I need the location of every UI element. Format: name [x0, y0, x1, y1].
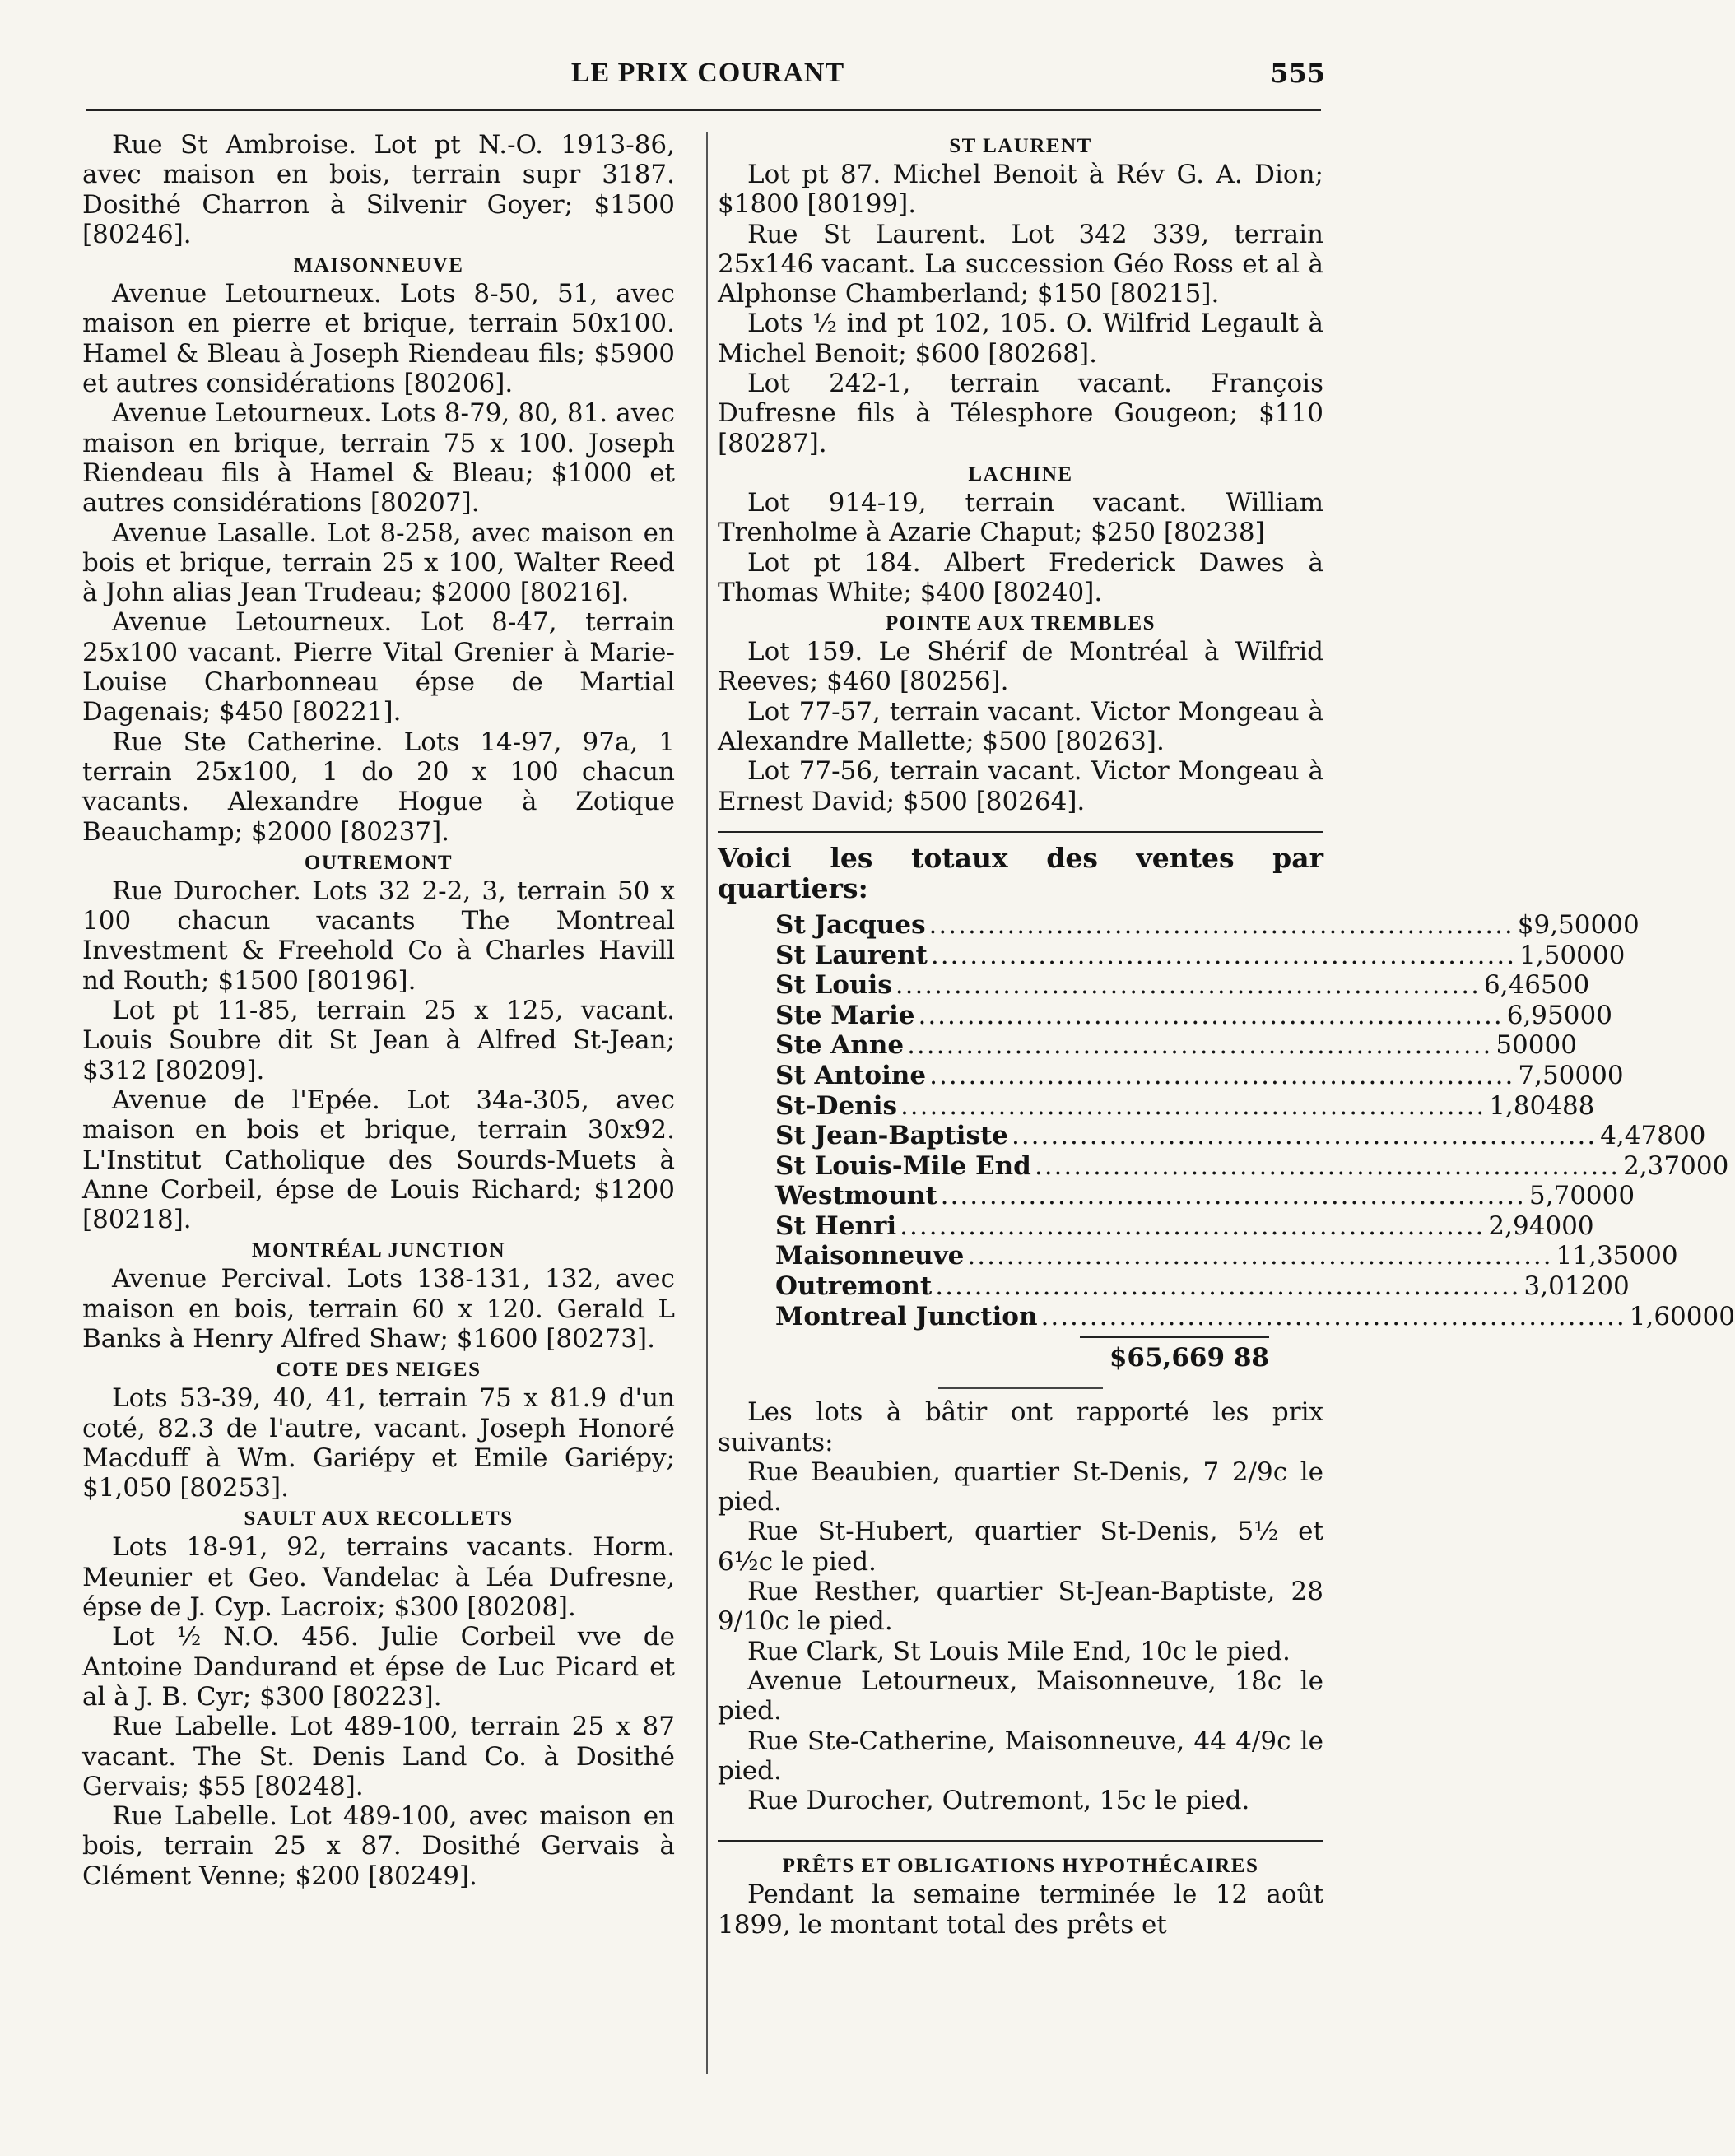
quartier-amount: 1,500 — [1519, 940, 1593, 970]
section-title-maisonneuve: MAISONNEUVE — [293, 254, 464, 277]
entry: Lot ½ N.O. 456. Julie Corbeil vve de Antoine Dandurand et épse de Luc Picard et al à J. B. Cyr; $300 [80223]. — [82, 1622, 675, 1712]
entry: Rue Resther, quartier St-Jean-Baptiste, 28 9/10c le pied. — [718, 1577, 1323, 1637]
section-rule — [718, 831, 1323, 833]
quartier-name: St-Denis — [775, 1090, 897, 1121]
quartier-name: St Louis — [775, 970, 892, 1001]
leader-dots: ............................................................ — [1034, 1150, 1621, 1181]
section-title-prets: PRÊTS ET OBLIGATIONS HYPOTHÉCAIRES — [782, 1855, 1259, 1878]
entry: Pendant la semaine terminée le 12 août 1899, le montant total des prêts et — [718, 1880, 1323, 1940]
right-column — [718, 130, 1735, 1940]
section-title-cote-des-neiges: COTE DES NEIGES — [276, 1359, 481, 1382]
quartier-cents: 00 — [1607, 909, 1640, 940]
quartier-cents: 00 — [1645, 1241, 1678, 1271]
section-title-st-laurent: ST LAURENT — [949, 135, 1092, 157]
section-rule — [718, 1840, 1323, 1842]
quartier-name: St Laurent — [775, 940, 928, 970]
leader-dots: ............................................................ — [940, 1181, 1526, 1211]
entry: Avenue de l'Epée. Lot 34a-305, avec maison en bois et brique, terrain 30x92. L'Institut Catholique des Sourds-Muets à Anne Corbeil, épse de Louis Richard; $1200 [80218]. — [82, 1085, 675, 1235]
quartier-cents: 00 — [1556, 970, 1590, 1001]
quartier-name: Westmount — [775, 1181, 937, 1211]
entry: Rue St-Hubert, quartier St-Denis, 5½ et 6½c le pied. — [718, 1517, 1323, 1577]
totals-row — [775, 970, 1590, 1001]
quartier-amount: 1,600 — [1629, 1301, 1703, 1331]
grand-total: $65,669 88 — [1080, 1336, 1269, 1373]
quartier-name: Outremont — [775, 1271, 933, 1302]
quartier-name: Ste Marie — [775, 1000, 915, 1030]
totals-intro: Voici les totaux des ventes par quartiers: — [718, 841, 1323, 904]
entry: Lot 242-1, terrain vacant. François Dufresne fils à Télesphore Gougeon; $110 [80287]. — [718, 369, 1323, 458]
entry: Rue Ste Catherine. Lots 14-97, 97a, 1 terrain 25x100, 1 do 20 x 100 chacun vacants. Alexandre Hogue à Zotique Beauchamp; $2000 [80237]. — [82, 727, 675, 847]
entry: Avenue Percival. Lots 138-131, 132, avec maison en bois, terrain 60 x 120. Gerald L Banks à Henry Alfred Shaw; $1600 [80273]. — [82, 1264, 675, 1354]
totals-row — [775, 1121, 1706, 1151]
quartier-name: Montreal Junction — [775, 1301, 1038, 1331]
quartier-name: Maisonneuve — [775, 1241, 965, 1271]
quartier-name: Ste Anne — [775, 1030, 905, 1061]
page-number: 555 — [1270, 58, 1325, 89]
entry: Avenue Lasalle. Lot 8-258, avec maison en bois et brique, terrain 25 x 100, Walter Reed à John alias Jean Trudeau; $2000 [80216]. — [82, 518, 675, 608]
totals-row — [775, 1150, 1729, 1182]
totals-row — [775, 1030, 1577, 1061]
totals-row — [775, 940, 1626, 971]
quartier-cents: 00 — [1672, 1121, 1706, 1151]
entry: Rue Durocher, Outremont, 15c le pied. — [747, 1786, 1250, 1816]
quartier-amount: 7,500 — [1518, 1060, 1592, 1090]
totals-row — [775, 1060, 1624, 1091]
section-title-pointe-aux-trembles: POINTE AUX TREMBLES — [885, 612, 1156, 635]
entry: Rue Durocher. Lots 32 2-2, 3, terrain 50 x 100 chacun vacants The Montreal Investment & Freehold Co à Charles Havill nd Routh; $1500 [80196]. — [82, 876, 675, 996]
leader-dots: ............................................................ — [900, 1090, 1486, 1121]
leader-dots: ............................................................ — [907, 1030, 1493, 1061]
totals-row — [775, 1181, 1635, 1211]
quartier-amount: 4,478 — [1600, 1121, 1673, 1151]
quartier-name: St Louis-Mile End — [775, 1150, 1031, 1181]
entry: Rue Labelle. Lot 489-100, terrain 25 x 87 vacant. The St. Denis Land Co. à Dosithé Gervais; $55 [80248]. — [82, 1712, 675, 1801]
totals-table — [718, 909, 1735, 1331]
entry: Lot 77-56, terrain vacant. Victor Mongeau à Ernest David; $500 [80264]. — [718, 756, 1323, 816]
leader-dots: ............................................................ — [928, 909, 1514, 940]
column-divider — [706, 132, 708, 2074]
entry: Rue Beaubien, quartier St-Denis, 7 2/9c le pied. — [718, 1457, 1323, 1517]
totals-row — [775, 909, 1640, 941]
quartier-name: St Antoine — [775, 1060, 927, 1090]
leader-dots: ............................................................ — [935, 1271, 1521, 1302]
section-rule — [938, 1387, 1103, 1389]
leader-dots: ............................................................ — [967, 1241, 1553, 1271]
entry: Rue Labelle. Lot 489-100, avec maison en bois, terrain 25 x 87. Dosithé Gervais à Clément Venne; $200 [80249]. — [82, 1801, 675, 1891]
entry: Avenue Letourneux. Lots 8-50, 51, avec maison en pierre et brique, terrain 50x100. Hamel & Bleau à Joseph Riendeau fils; $5900 et autres considérations [80206]. — [82, 279, 675, 399]
quartier-cents: 00 — [1702, 1301, 1735, 1331]
page-header — [91, 58, 1325, 99]
quartier-cents: 00 — [1579, 1000, 1612, 1030]
quartier-amount: 3,012 — [1523, 1271, 1598, 1302]
entry: Lot 914-19, terrain vacant. William Trenholme à Azarie Chaput; $250 [80238] — [718, 487, 1323, 548]
section-title-montreal-junction: MONTRÉAL JUNCTION — [251, 1239, 506, 1262]
quartier-amount: 500 — [1495, 1030, 1545, 1061]
entry: Lot pt 87. Michel Benoit à Rév G. A. Dion; $1800 [80199]. — [718, 160, 1323, 220]
leader-dots: ............................................................ — [930, 940, 1517, 970]
entry: Lot pt 184. Albert Frederick Dawes à Thomas White; $400 [80240]. — [718, 547, 1323, 607]
entry: Avenue Letourneux. Lots 8-79, 80, 81. avec maison en brique, terrain 75 x 100. Joseph Riendeau fils à Hamel & Bleau; $1000 et autres considérations [80207]. — [82, 398, 675, 518]
totals-row — [775, 1090, 1595, 1122]
leader-dots: ............................................................ — [895, 970, 1481, 1001]
quartier-cents: 00 — [1561, 1210, 1594, 1241]
totals-row — [775, 1271, 1630, 1302]
quartier-amount: 11,350 — [1556, 1241, 1646, 1271]
entry: Lot 77-57, terrain vacant. Victor Mongeau à Alexandre Mallette; $500 [80263]. — [718, 696, 1323, 757]
entry: Lots 53-39, 40, 41, terrain 75 x 81.9 d'un coté, 82.3 de l'autre, vacant. Joseph Honoré Macduff à Wm. Gariépy et Emile Gariépy; $1,050 [80253]. — [82, 1383, 675, 1503]
entry: Lots 18-91, 92, terrains vacants. Horm. Meunier et Geo. Vandelac à Léa Dufresne, épse de J. Cyp. Lacroix; $300 [80208]. — [82, 1532, 675, 1623]
quartier-cents: 00 — [1597, 1271, 1630, 1302]
leader-dots: ............................................................ — [918, 1000, 1504, 1030]
entry: Rue St Ambroise. Lot pt N.-O. 1913-86, avec maison en bois, terrain supr 3187. Dosithé Charron à Silvenir Goyer; $1500 [80246]. — [82, 130, 675, 249]
quartier-cents: 00 — [1544, 1030, 1577, 1061]
quartier-amount: 6,465 — [1484, 970, 1557, 1001]
entry: Lot 159. Le Shérif de Montréal à Wilfrid Reeves; $460 [80256]. — [718, 637, 1323, 697]
header-rule — [86, 109, 1321, 111]
left-column — [82, 130, 675, 1891]
section-title-lachine: LACHINE — [968, 462, 1073, 486]
totals-row — [775, 1301, 1735, 1332]
quartier-name: St Henri — [775, 1210, 897, 1241]
entry: Rue Clark, St Louis Mile End, 10c le pied. — [747, 1636, 1291, 1666]
entry: Lots ½ ind pt 102, 105. O. Wilfrid Legault à Michel Benoit; $600 [80268]. — [718, 309, 1323, 369]
leader-dots: ............................................................ — [1011, 1121, 1598, 1151]
quartier-cents: 00 — [1591, 1060, 1624, 1090]
quartier-cents: 00 — [1592, 940, 1626, 970]
leader-dots: ............................................................ — [1040, 1301, 1626, 1331]
quartier-amount: 1,804 — [1489, 1090, 1562, 1121]
leader-dots: ............................................................ — [929, 1060, 1515, 1090]
quartier-name: St Jean-Baptiste — [775, 1121, 1008, 1151]
totals-row — [775, 1210, 1594, 1242]
entry: Lot pt 11-85, terrain 25 x 125, vacant. Louis Soubre dit St Jean à Alfred St-Jean; $312 [80209]. — [82, 996, 675, 1085]
totals-row — [775, 1000, 1612, 1031]
section-title-sault-aux-recollets: SAULT AUX RECOLLETS — [244, 1508, 514, 1531]
entry: Rue Ste-Catherine, Maisonneuve, 44 4/9c le pied. — [718, 1726, 1323, 1786]
quartier-cents: 00 — [1695, 1150, 1729, 1181]
quartier-name: St Jacques — [775, 909, 926, 940]
prix-intro: Les lots à bâtir ont rapporté les prix suivants: — [718, 1397, 1323, 1457]
quartier-amount: $9,500 — [1517, 909, 1607, 940]
entry: Avenue Letourneux, Maisonneuve, 18c le pied. — [718, 1666, 1323, 1726]
journal-title: LE PRIX COURANT — [570, 58, 845, 88]
leader-dots: ............................................................ — [900, 1210, 1486, 1241]
section-title-outremont: OUTREMONT — [304, 851, 454, 874]
quartier-amount: 2,940 — [1488, 1210, 1562, 1241]
quartier-amount: 2,370 — [1623, 1150, 1696, 1181]
entry: Avenue Letourneux. Lot 8-47, terrain 25x100 vacant. Pierre Vital Grenier à Marie-Louise Charbonneau épse de Martial Dagenais; $450 [80221]. — [82, 607, 675, 727]
entry: Rue St Laurent. Lot 342 339, terrain 25x146 vacant. La succession Géo Ross et al à Alphonse Chamberland; $150 [80215]. — [718, 219, 1323, 309]
quartier-cents: 00 — [1602, 1181, 1635, 1211]
totals-row — [775, 1241, 1678, 1271]
quartier-amount: 6,950 — [1506, 1000, 1580, 1030]
quartier-cents: 88 — [1561, 1090, 1595, 1121]
quartier-amount: 5,700 — [1528, 1181, 1602, 1211]
